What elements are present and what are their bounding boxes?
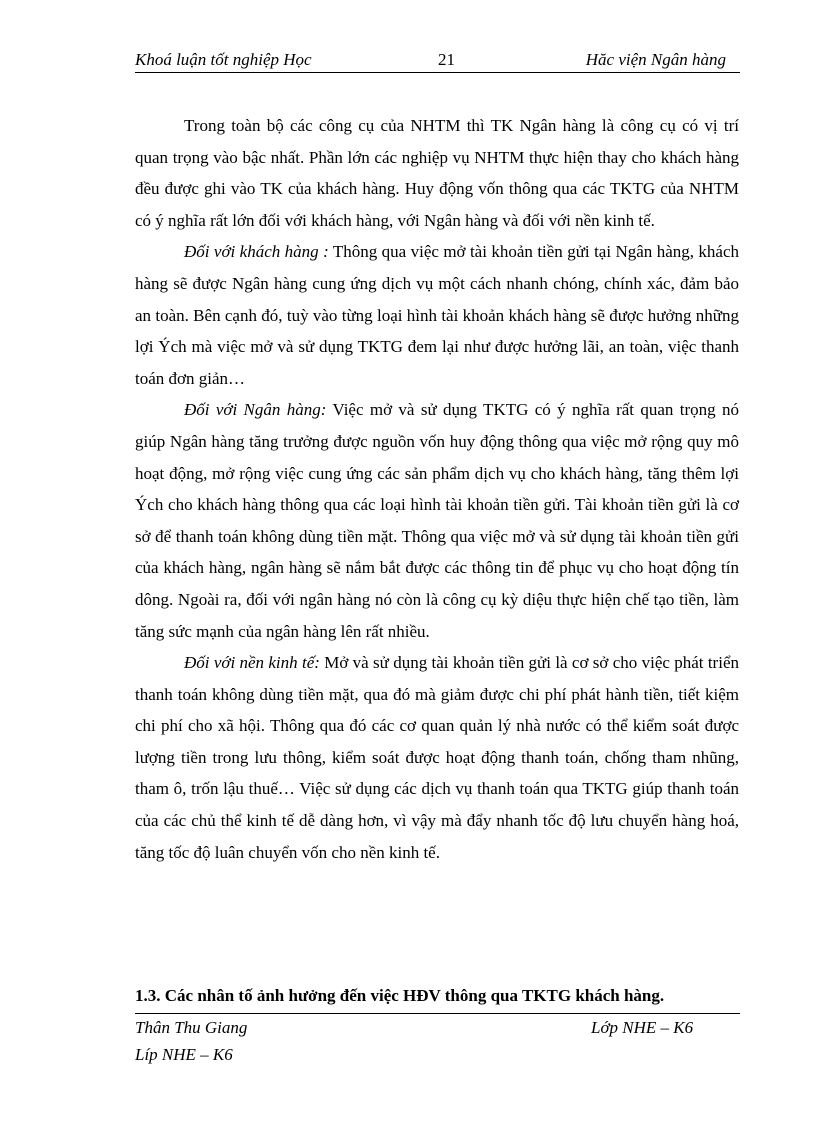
paragraph-lead: Đối với Ngân hàng: [184, 400, 327, 420]
paragraph-banks [135, 394, 739, 647]
paragraph-intro [135, 110, 739, 236]
section-heading: 1.3. Các nhân tố ảnh hưởng đến việc HĐV thông qua TKTG khách hàng. [135, 986, 665, 1005]
page-footer [135, 1014, 740, 1074]
paragraph-customers [135, 236, 739, 394]
paragraph-lead: Đối với nền kinh tế: [184, 653, 320, 673]
paragraph-lead: Đối với khách hàng : [184, 242, 329, 262]
footer-class-secondary: Líp NHE – K6 [135, 1045, 233, 1064]
paragraph-text: Thông qua việc mở tài khoản tiền gửi tại Ngân hàng, khách hàng sẽ được Ngân hàng cung ứng dịch vụ một cách nhanh chóng, chính xác, đảm bảo an toàn. Bên cạnh đó, tuỳ vào từng loại hình tài khoản khách hàng sẽ được hưởng những lợi Ých mà việc mở và sử dụng TKTG đem lại như được hưởng lãi, an toàn, việc thanh toán đơn giản… [135, 242, 739, 388]
header-institution: Hăc viện Ngân hàng [585, 50, 726, 69]
header-thesis-title: Khoá luận tốt nghiệp Học [135, 50, 312, 69]
body-text [135, 110, 739, 868]
paragraph-text: Mở và sử dụng tài khoản tiền gửi là cơ sở cho việc phát triển thanh toán không dùng tiền mặt, qua đó mà giảm được chi phí phát hành tiền, tiết kiệm chi phí cho xã hội. Thông qua đó các cơ quan quản lý nhà nước có thể kiểm soát được lượng tiền trong lưu thông, kiểm soát được hoạt động thanh toán, chống tham nhũng, tham ô, trốn lậu thuế… Việc sử dụng các dịch vụ thanh toán qua TKTG giúp thanh toán của các chủ thể kinh tế dễ dàng hơn, vì vậy mà đẩy nhanh tốc độ lưu chuyển hàng hoá, tăng tốc độ luân chuyển vốn cho nền kinh tế. [135, 653, 739, 862]
page-header [135, 48, 740, 73]
footer-class: Lớp NHE – K6 [591, 1018, 694, 1037]
page-number: 21 [438, 50, 455, 69]
paragraph-economy [135, 647, 739, 868]
footer-author: Thân Thu Giang [135, 1018, 248, 1037]
paragraph-text: Trong toàn bộ các công cụ của NHTM thì TK Ngân hàng là công cụ có vị trí quan trọng vào bậc nhất. Phần lớn các nghiệp vụ NHTM thực hiện thay cho khách hàng đều được ghi vào TK của khách hàng. Huy động vốn thông qua các TKTG của NHTM có ý nghĩa rất lớn đối với khách hàng, với Ngân hàng và đối với nền kinh tế. [135, 116, 739, 230]
paragraph-text: Việc mở và sử dụng TKTG có ý nghĩa rất quan trọng nó giúp Ngân hàng tăng trưởng được nguồn vốn huy động thông qua việc mở rộng quy mô hoạt động, mở rộng việc cung ứng các sản phẩm dịch vụ cho khách hàng, tăng thêm lợi Ých cho khách hàng thông qua các loại hình tài khoản tiền gửi. Tài khoản tiền gửi là cơ sở để thanh toán không dùng tiền mặt. Thông qua việc mở và sử dụng tài khoản tiền gửi của khách hàng, ngân hàng sẽ nắm bắt được các thông tin để phục vụ cho hoạt động tín dông. Ngoài ra, đối với ngân hàng nó còn là công cụ kỳ diệu thực hiện chế tạo tiền, làm tăng sức mạnh của ngân hàng lên rất nhiều. [135, 400, 740, 641]
